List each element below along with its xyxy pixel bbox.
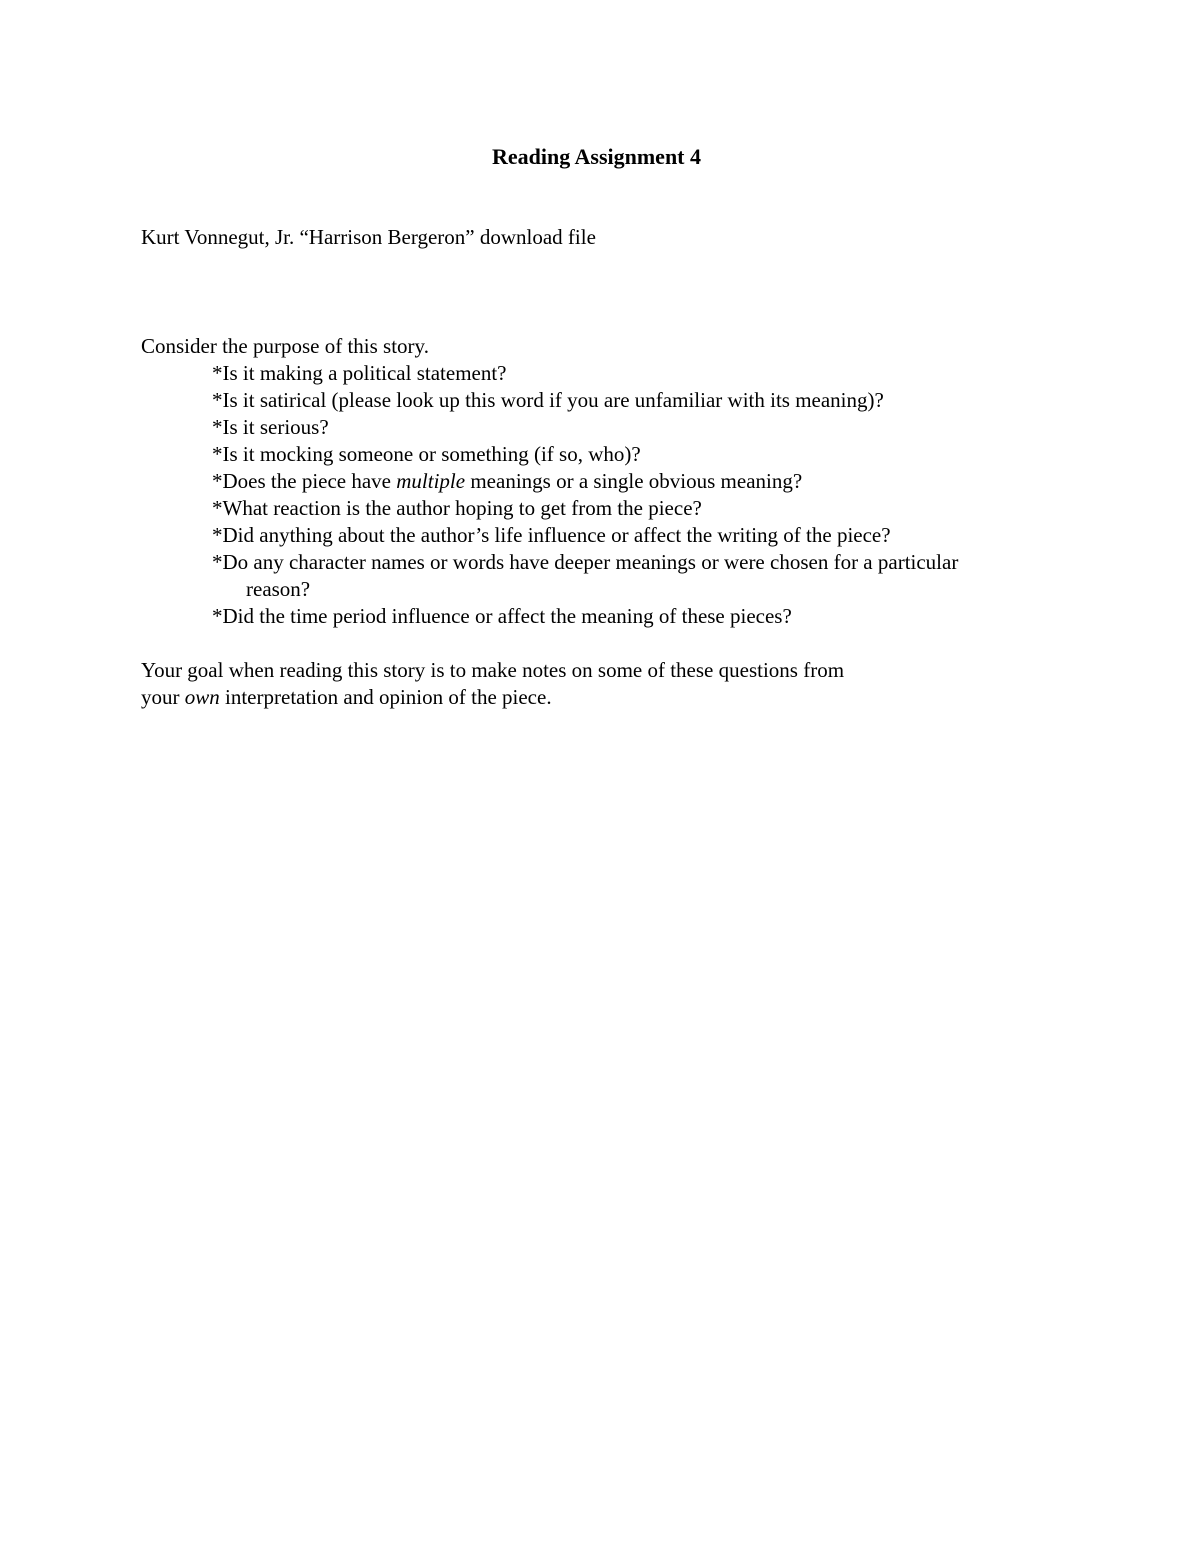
page-title: Reading Assignment 4: [491, 144, 702, 169]
question-item: *Is it mocking someone or something (if so, who)?: [212, 442, 641, 466]
question-text: meanings or a single obvious meaning?: [465, 469, 803, 493]
author-line: Kurt Vonnegut, Jr. “Harrison Bergeron” download file: [141, 225, 596, 249]
question-item: [212, 549, 1092, 603]
question-item: *What reaction is the author hoping to get from the piece?: [212, 496, 702, 520]
question-item: *Is it satirical (please look up this word if you are unfamiliar with its meaning)?: [212, 388, 884, 412]
goal-text: interpretation and opinion of the piece.: [219, 685, 552, 709]
question-item: *Did anything about the author’s life influence or affect the writing of the piece?: [212, 523, 891, 547]
goal-paragraph: [141, 657, 1041, 711]
question-item: *Did the time period influence or affect the meaning of these pieces?: [212, 604, 792, 628]
goal-text: Your goal when reading this story is to make notes on some of these questions from: [141, 658, 845, 682]
question-item: *Is it serious?: [212, 415, 329, 439]
intro-text: Consider the purpose of this story.: [141, 334, 429, 358]
question-item: *Is it making a political statement?: [212, 361, 507, 385]
question-item: [212, 468, 1092, 495]
emphasis-text: own: [184, 685, 220, 709]
question-continuation: reason?: [246, 577, 311, 601]
emphasis-text: multiple: [396, 469, 466, 493]
question-list: [212, 360, 1092, 630]
question-text: *Does the piece have: [212, 469, 397, 493]
question-text: *Do any character names or words have deeper meanings or were chosen for a particular: [212, 550, 959, 574]
goal-text: your: [141, 685, 185, 709]
